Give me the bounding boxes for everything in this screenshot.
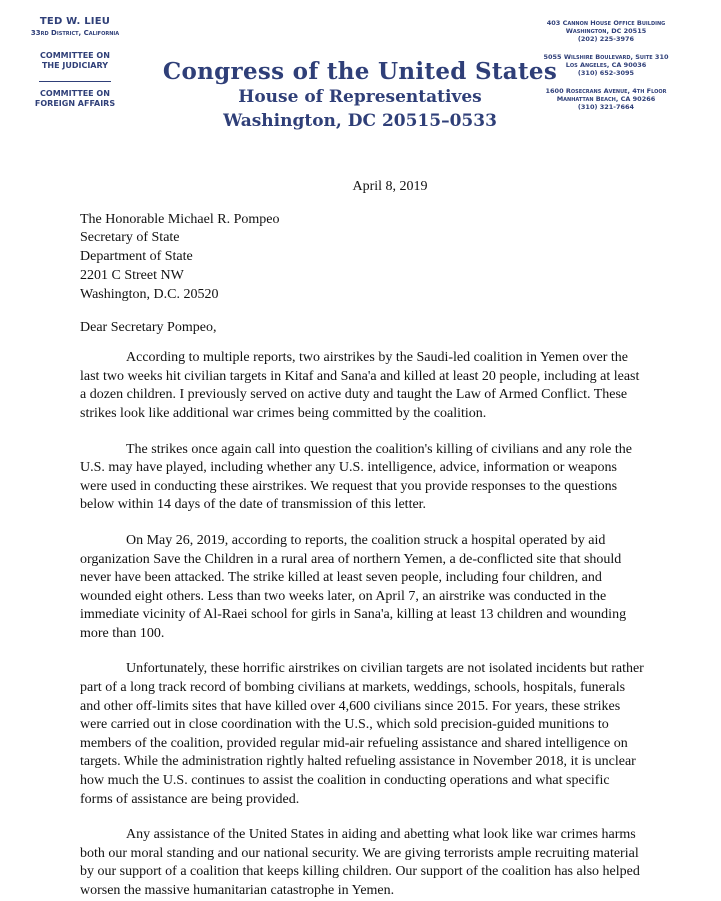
paragraph: Unfortunately, these horrific airstrikes on civilian targets are not isolated incidents but rather part of a long track record of bombing civilians at markets, weddings, schools, hospitals, funerals and other off-limits sites that have killed over 4,600 civilians since 2015. For years, these strikes were carried out in close coordination with the U.S., which sold precision-guided munitions to members of the coalition, provided regular mid-air refueling assistance and shared intelligence on targets. While the administration rightly halted refueling assistance in November 2018, it is unclear how much the U.S. continues to assist the coalition in conducting operations and what specific forms of assistance are being provided. xyxy=(80,661,644,807)
committee-judiciary: COMMITTEE ON THE JUDICIARY xyxy=(40,51,110,70)
recipient-address xyxy=(80,211,645,305)
house-title: House of Representatives xyxy=(238,87,482,107)
letter-date: April 8, 2019 xyxy=(352,179,428,194)
recipient-city: Washington, D.C. 20520 xyxy=(80,286,219,302)
office-addresses xyxy=(521,19,691,121)
recipient-street: 2201 C Street NW xyxy=(80,267,184,283)
recipient-name: The Honorable Michael R. Pompeo xyxy=(80,211,280,227)
committee-divider xyxy=(39,81,111,82)
paragraph: On May 26, 2019, according to reports, the coalition struck a hospital operated by aid organization Save the Children in a rural area of northern Yemen, a de-conflicted site that should never have been attacked. The strike killed at least seven people, including four children, and wounded eight others. Less than two weeks later, on April 7, an airstrike was conducted in the immediate vicinity of Al-Raei school for girls in Sana'a, killing at least 13 children and wounding more than 100. xyxy=(80,532,627,641)
recipient-department: Department of State xyxy=(80,249,193,265)
letter-body xyxy=(80,178,645,901)
city-line: Washington, DC 20515–0533 xyxy=(223,111,497,131)
salutation: Dear Secretary Pompeo, xyxy=(80,319,217,335)
member-name: TED W. LIEU xyxy=(39,16,111,27)
committee-foreign-affairs: COMMITTEE ON FOREIGN AFFAIRS xyxy=(34,89,116,108)
paragraph: According to multiple reports, two airstrikes by the Saudi-led coalition in Yemen over the last two weeks hit civilian targets in Kitaf and Sana'a and killed at least 20 people, including at least a dozen children. I previously served on active duty and taught the Law of Armed Conflict. These strikes look like additional war crimes being committed by the coalition. xyxy=(80,350,640,421)
office-los-angeles: 5055 Wilshire Boulevard, Suite 310 Los Angeles, CA 90036 (310) 652-3095 xyxy=(543,53,669,77)
recipient-title: Secretary of State xyxy=(80,230,180,246)
congress-title: Congress of the United States xyxy=(162,58,558,85)
office-manhattan-beach: 1600 Rosecrans Avenue, 4th Floor Manhattan Beach, CA 90266 (310) 321-7664 xyxy=(545,87,667,111)
letterhead-title xyxy=(150,58,570,131)
paragraph: The strikes once again call into question the coalition's killing of civilians and any role the U.S. may have played, including whether any U.S. intelligence, advice, information or weapons were used in conducting these airstrikes. We request that you provide responses to the questions below within 14 days of the date of transmission of this letter. xyxy=(80,441,633,513)
office-dc: 403 Cannon House Office Building Washington, DC 20515 (202) 225-3976 xyxy=(546,19,666,43)
member-info xyxy=(0,16,150,109)
paragraph: Any assistance of the United States in aiding and abetting what look like war crimes harms both our moral standing and our national security. We are giving terrorists ample recruiting material by our support of a coalition that keeps killing children. Our support of the coalition has also helped worsen the massive humanitarian catastrophe in Yemen. xyxy=(80,827,640,899)
member-district: 33rd District, California xyxy=(30,29,120,37)
